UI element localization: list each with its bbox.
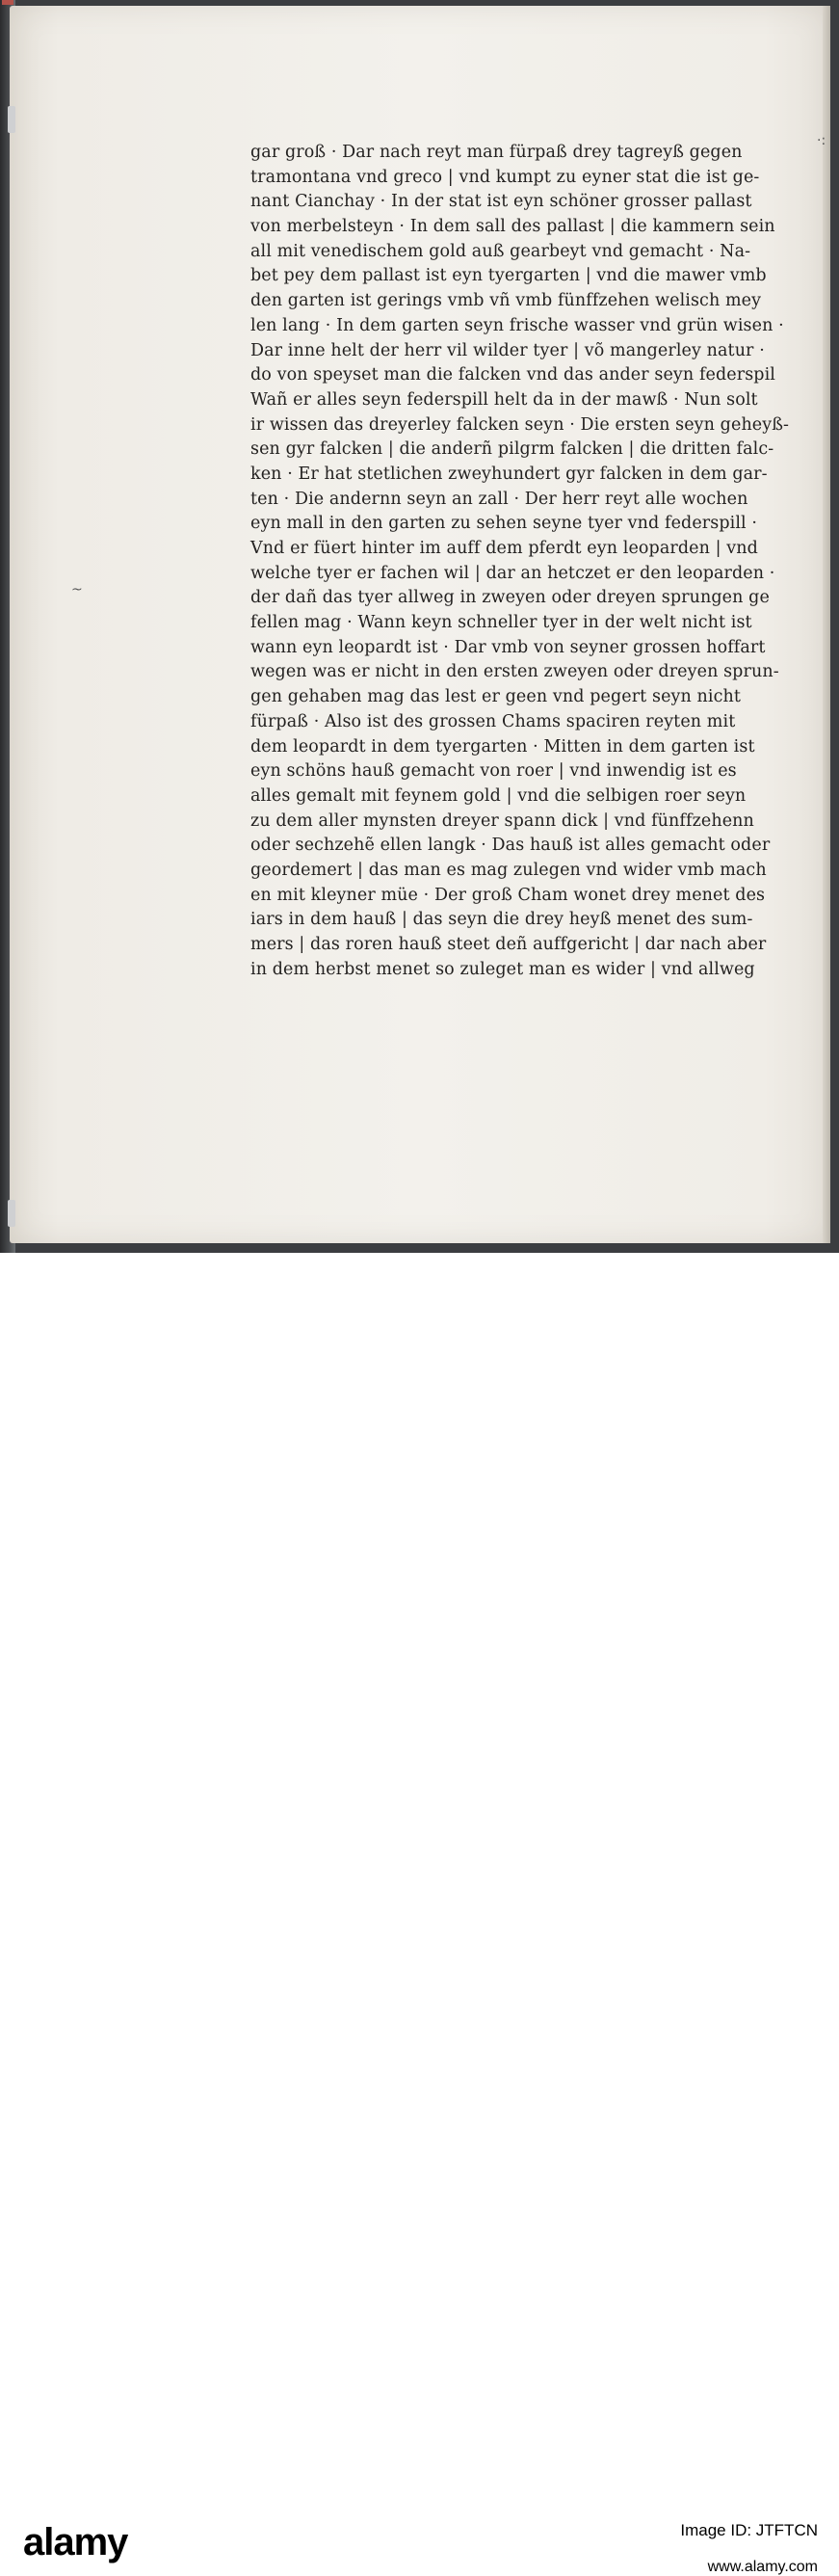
color-marker xyxy=(2,0,13,5)
text-line: mers | das roren hauß steet deñ auffgericht | dar nach aber xyxy=(250,935,767,954)
text-line: gen gehaben mag das lest er geen vnd pegert seyn nicht xyxy=(250,687,742,707)
text-line: wann eyn leopardt ist · Dar vmb von seyner grossen hoffart xyxy=(250,637,766,657)
watermark-footer xyxy=(0,1253,839,2575)
text-line: tramontana vnd greco | vnd kumpt zu eyner stat die ist ge- xyxy=(250,167,760,187)
text-line: Vnd er füert hinter im auff dem pferdt eyn leoparden | vnd xyxy=(250,539,758,558)
text-line: iars in dem hauß | das seyn die drey heyß menet des sum- xyxy=(250,910,753,930)
text-line: en mit kleyner müe · Der groß Cham wonet drey menet des xyxy=(250,885,766,905)
text-line: all mit venedischem gold auß gearbeyt vnd gemacht · Na- xyxy=(250,241,751,261)
page-edge xyxy=(823,6,830,1243)
text-line: zu dem aller mynsten dreyer spann dick | vnd fünffzehenn xyxy=(250,810,754,831)
text-line: geordemert | das man es mag zulegen vnd wider vmb mach xyxy=(250,860,767,880)
text-line: dem leopardt in dem tyergarten · Mitten in dem garten ist xyxy=(250,736,755,757)
text-line: der dañ das tyer allweg in zweyen oder dreyen sprungen ge xyxy=(250,588,770,608)
text-line: nant Cianchay · In der stat ist eyn schöner grosser pallast xyxy=(250,192,752,212)
text-line: welche tyer er fachen wil | dar an hetczet er den leoparden · xyxy=(250,563,775,583)
book-page xyxy=(10,6,830,1243)
text-line: von merbelsteyn · In dem sall des pallast | die kammern sein xyxy=(250,217,775,237)
text-line: wegen was er nicht in den ersten zweyen oder dreyen sprun- xyxy=(250,662,779,682)
text-line: den garten ist gerings vmb vñ vmb fünffzehen welisch mey xyxy=(250,291,762,311)
text-line: eyn schöns hauß gemacht von roer | vnd inwendig ist es xyxy=(250,761,737,782)
text-line: len lang · In dem garten seyn frische wasser vnd grün wisen · xyxy=(250,315,784,335)
text-line: Wañ er alles seyn federspill helt da in der mawß · Nun solt xyxy=(250,389,758,410)
text-line: in dem herbst menet so zuleget man es wider | vnd allweg xyxy=(250,959,755,979)
text-line: ken · Er hat stetlichen zweyhundert gyr falcken in dem gar- xyxy=(250,464,768,484)
text-line: bet pey dem pallast ist eyn tyergarten | vnd die mawer vmb xyxy=(250,266,767,286)
text-line: sen gyr falcken | die anderñ pilgrm falcken | die dritten falc- xyxy=(250,439,774,460)
alamy-logo: alamy xyxy=(23,2521,128,2563)
site-url: www.alamy.com xyxy=(707,2559,818,2575)
text-line: ten · Die andernn seyn an zall · Der herr reyt alle wochen xyxy=(250,489,748,509)
text-line: eyn mall in den garten zu sehen seyne tyer vnd federspill · xyxy=(250,514,758,534)
page-clip xyxy=(8,1200,15,1227)
image-id: Image ID: JTFTCN xyxy=(680,2521,818,2539)
scanned-image xyxy=(0,0,839,1253)
text-line: fellen mag · Wann keyn schneller tyer in der welt nicht ist xyxy=(250,613,752,633)
text-line: Dar inne helt der herr vil wilder tyer | võ mangerley natur · xyxy=(250,340,765,360)
margin-mark: ·: xyxy=(817,133,826,148)
text-line: ir wissen das dreyerley falcken seyn · Die ersten seyn geheyß- xyxy=(250,414,790,435)
text-line: alles gemalt mit feynem gold | vnd die selbigen roer seyn xyxy=(250,785,747,806)
margin-mark: ~ xyxy=(71,582,83,598)
text-line: gar groß · Dar nach reyt man fürpaß drey tagreyß gegen xyxy=(250,143,743,162)
text-block xyxy=(250,141,790,982)
text-line: do von speyset man die falcken vnd das ander seyn federspil xyxy=(250,365,775,385)
text-line: fürpaß · Also ist des grossen Chams spaciren reyten mit xyxy=(250,711,736,731)
page-clip xyxy=(8,106,15,133)
text-line: oder sechzehẽ ellen langk · Das hauß ist alles gemacht oder xyxy=(250,836,771,856)
